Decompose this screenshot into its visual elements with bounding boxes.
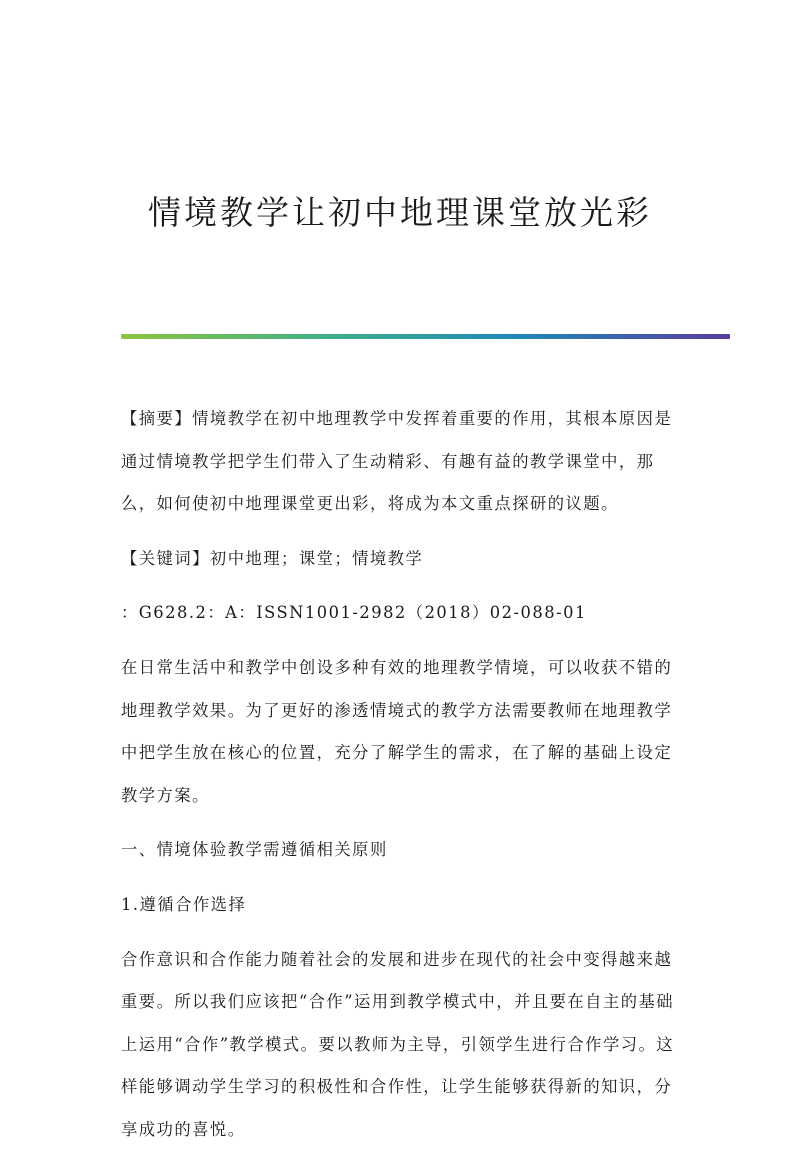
title-divider: [121, 334, 730, 339]
section-heading: 一、情境体验教学需遵循相关原则: [121, 840, 388, 860]
document-body: [121, 398, 683, 1164]
keywords-paragraph: [121, 538, 683, 581]
classification-line: ：G628.2：A：ISSN1001-2982（2018）02-088-01: [121, 603, 587, 623]
keywords-label: 【关键词】: [121, 548, 210, 568]
document-title: 情境教学让初中地理课堂放光彩: [148, 193, 652, 232]
intro-paragraph: 在日常生活中和教学中创设多种有效的地理教学情境，可以收获不错的地理教学效果。为了更好的渗透情境式的教学方法需要教师在地理教学中把学生放在核心的位置，充分了解学生的需求，在了解的基础上设定教学方案。: [121, 657, 673, 805]
subsection-heading: 1.遵循合作选择: [121, 894, 247, 914]
cooperation-paragraph: 合作意识和合作能力随着社会的发展和进步在现代的社会中变得越来越重要。所以我们应该把“合作”运用到教学模式中，并且要在自主的基础上运用“合作”教学模式。要以教师为主导，引领学生进行合作学习。这样能够调动学生学习的积极性和合作性，让学生能够获得新的知识，分享成功的喜悦。: [121, 949, 675, 1139]
abstract-paragraph: [121, 398, 683, 526]
abstract-label: 【摘要】: [121, 409, 193, 428]
keywords-text: 初中地理；课堂；情境教学: [209, 548, 424, 568]
abstract-text: 情境教学在初中地理教学中发挥着重要的作用，其根本原因是通过情境教学把学生们带入了生动精彩、有趣有益的教学课堂中，那么，如何使初中地理课堂更出彩，将成为本文重点探研的议题。: [121, 409, 673, 514]
